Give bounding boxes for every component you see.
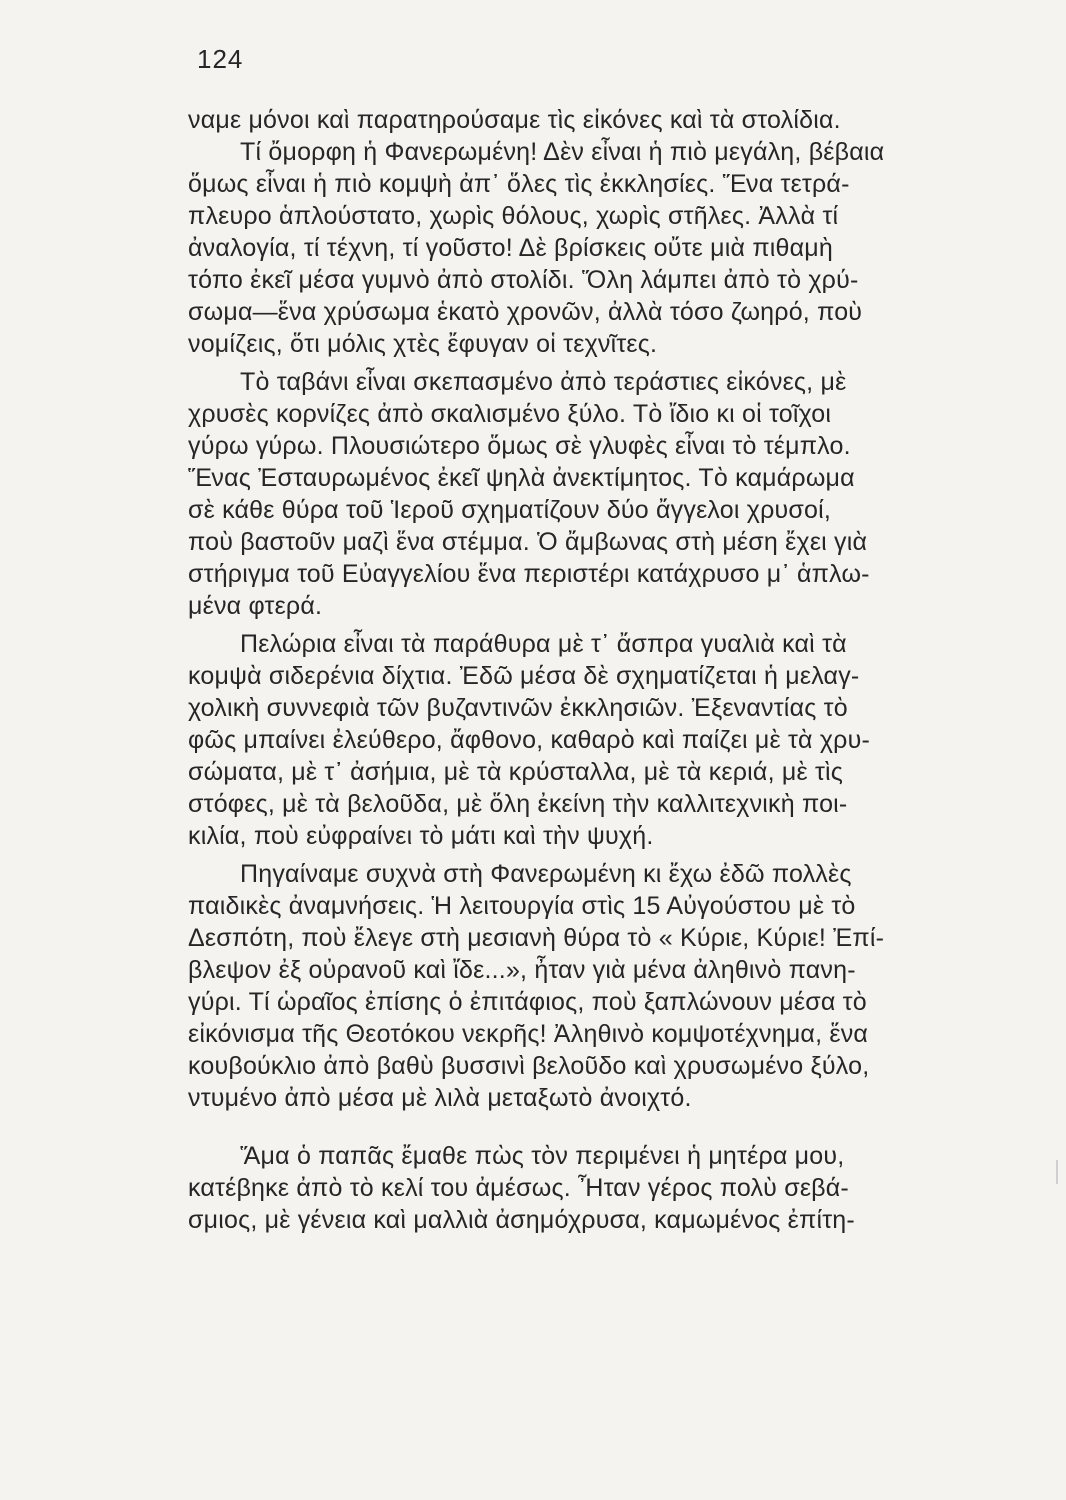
text-line: σώματα, μὲ τ᾽ ἀσήμια, μὲ τὰ κρύσταλλα, μὲ τὰ κεριά, μὲ τὶς (188, 758, 844, 786)
text-line: Τὸ ταβάνι εἶναι σκεπασμένο ἀπὸ τεράστιες εἰκόνες, μὲ (240, 368, 847, 396)
text-line: νομίζεις, ὅτι μόλις χτὲς ἔφυγαν οἱ τεχνῖτες. (188, 330, 658, 358)
text-line: σὲ κάθε θύρα τοῦ Ἱεροῦ σχηματίζουν δύο ἄγγελοι χρυσοί, (188, 496, 832, 524)
text-line: χολικὴ συννεφιὰ τῶν βυζαντινῶν ἐκκλησιῶν. Ἐξεναντίας τὸ (188, 694, 848, 722)
text-line: παιδικὲς ἀναμνήσεις. Ἡ λειτουργία στὶς 15 Αὐγούστου μὲ τὸ (188, 892, 856, 920)
text-line: τόπο ἐκεῖ μέσα γυμνὸ ἀπὸ στολίδι. Ὅλη λάμπει ἀπὸ τὸ χρύ- (188, 266, 859, 294)
text-line: ντυμένο ἀπὸ μέσα μὲ λιλὰ μεταξωτὸ ἀνοιχτό. (188, 1084, 692, 1112)
text-line: Ἕνας Ἐσταυρωμένος ἐκεῖ ψηλὰ ἀνεκτίμητος. Τὸ καμάρωμα (188, 464, 855, 492)
text-line: βλεψον ἐξ οὐρανοῦ καὶ ἴδε...», ἦταν γιὰ μένα ἀληθινὸ πανη- (188, 956, 856, 984)
text-line: στήριγμα τοῦ Εὐαγγελίου ἕνα περιστέρι κατάχρυσο μ᾽ ἁπλω- (188, 560, 870, 588)
text-line: κιλία, ποὺ εὐφραίνει τὸ μάτι καὶ τὴν ψυχή. (188, 822, 654, 850)
text-line: Πελώρια εἶναι τὰ παράθυρα μὲ τ᾽ ἄσπρα γυαλιὰ καὶ τὰ (240, 630, 847, 658)
margin-mark (1056, 1160, 1058, 1184)
text-line: πλευρο ἁπλούστατο, χωρὶς θόλους, χωρὶς στῆλες. Ἀλλὰ τί (188, 202, 839, 230)
text-line: Πηγαίναμε συχνὰ στὴ Φανερωμένη κι ἔχω ἐδῶ πολλὲς (240, 860, 852, 888)
text-line: κουβούκλιο ἀπὸ βαθὺ βυσσινὶ βελοῦδο καὶ χρυσωμένο ξύλο, (188, 1052, 870, 1080)
text-line: κατέβηκε ἀπὸ τὸ κελί του ἀμέσως. Ἦταν γέρος πολὺ σεβά- (188, 1174, 849, 1202)
text-line: γύρι. Τί ὡραῖος ἐπίσης ὁ ἐπιτάφιος, ποὺ ξαπλώνουν μέσα τὸ (188, 988, 867, 1016)
text-line: γύρω γύρω. Πλουσιώτερο ὅμως σὲ γλυφὲς εἶναι τὸ τέμπλο. (188, 432, 851, 460)
text-line: ναμε μόνοι καὶ παρατηρούσαμε τὶς εἰκόνες καὶ τὰ στολίδια. (188, 106, 841, 134)
text-line: μένα φτερά. (188, 592, 323, 620)
text-line: ποὺ βαστοῦν μαζὶ ἕνα στέμμα. Ὁ ἄμβωνας στὴ μέση ἔχει γιὰ (188, 528, 868, 556)
text-line: σωμα—ἕνα χρύσωμα ἑκατὸ χρονῶν, ἀλλὰ τόσο ζωηρό, ποὺ (188, 298, 863, 326)
text-line: εἰκόνισμα τῆς Θεοτόκου νεκρῆς! Ἀληθινὸ κομψοτέχνημα, ἕνα (188, 1020, 869, 1048)
page-number: 124 (197, 44, 244, 74)
text-line: ὅμως εἶναι ἡ πιὸ κομψὴ ἀπ᾽ ὅλες τὶς ἐκκλησίες. Ἕνα τετρά- (188, 170, 850, 198)
text-line: κομψὰ σιδερένια δίχτια. Ἐδῶ μέσα δὲ σχηματίζεται ἡ μελαγ- (188, 662, 860, 690)
text-line: στόφες, μὲ τὰ βελοῦδα, μὲ ὅλη ἐκείνη τὴν καλλιτεχνικὴ ποι- (188, 790, 848, 818)
text-line: ἀναλογία, τί τέχνη, τί γοῦστο! Δὲ βρίσκεις οὔτε μιὰ πιθαμὴ (188, 234, 833, 262)
text-line: χρυσὲς κορνίζες ἀπὸ σκαλισμένο ξύλο. Τὸ ἴδιο κι οἱ τοῖχοι (188, 400, 832, 428)
text-line: Ἅμα ὁ παπᾶς ἔμαθε πὼς τὸν περιμένει ἡ μητέρα μου, (240, 1142, 845, 1170)
text-line: Δεσπότη, ποὺ ἔλεγε στὴ μεσιανὴ θύρα τὸ « Κύριε, Κύριε! Ἐπί- (188, 924, 885, 952)
text-line: Τί ὄμορφη ἡ Φανερωμένη! Δὲν εἶναι ἡ πιὸ μεγάλη, βέβαια (240, 138, 885, 166)
text-line: φῶς μπαίνει ἐλεύθερο, ἄφθονο, καθαρὸ καὶ παίζει μὲ τὰ χρυ- (188, 726, 870, 754)
text-line: σμιος, μὲ γένεια καὶ μαλλιὰ ἀσημόχρυσα, καμωμένος ἐπίτη- (188, 1206, 855, 1234)
